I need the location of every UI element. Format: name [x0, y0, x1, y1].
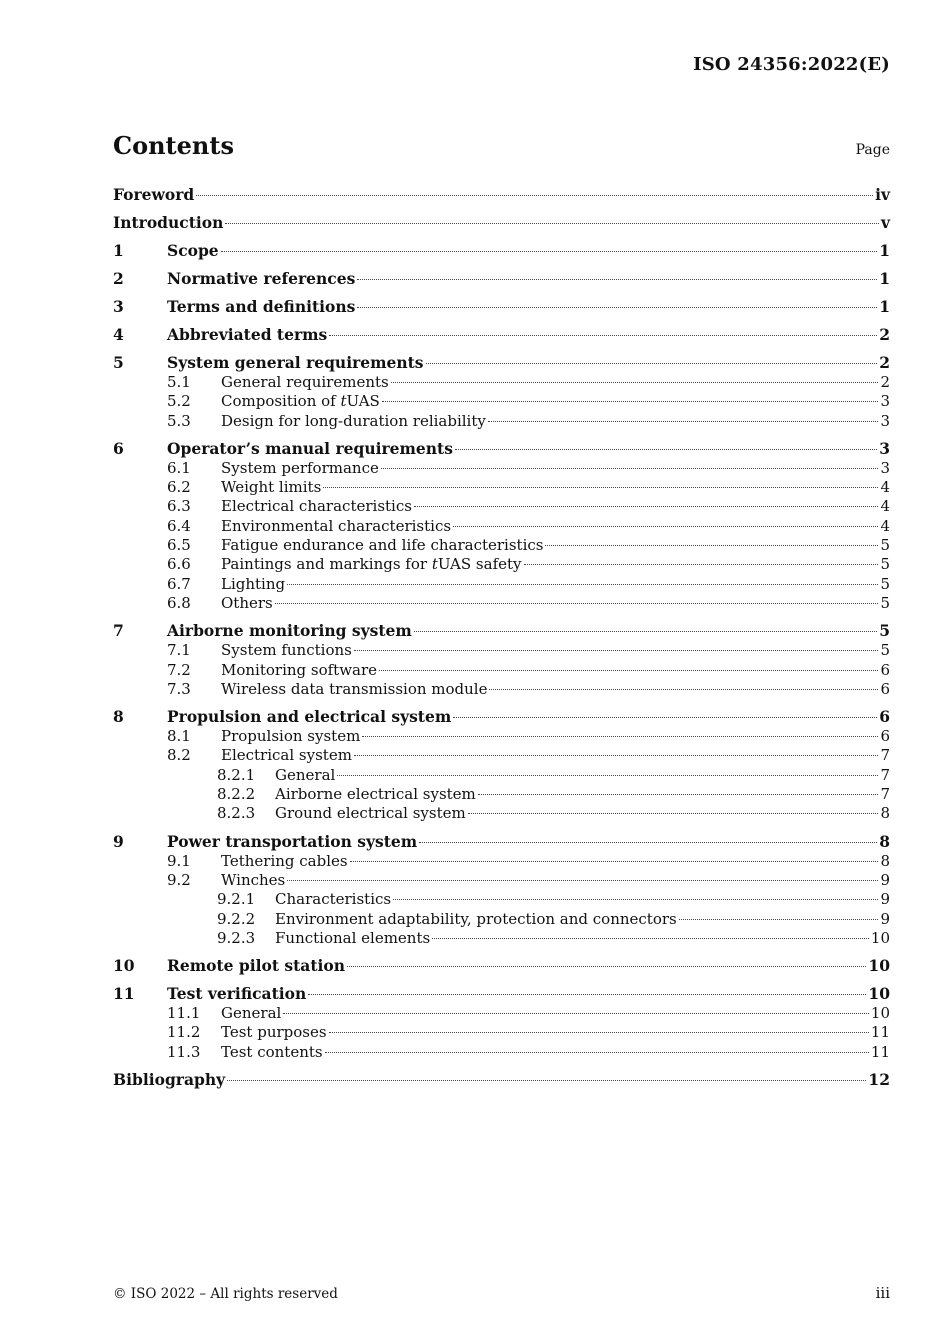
- toc-entry-page: 5: [880, 574, 890, 593]
- dot-leader: [679, 919, 879, 920]
- toc-group: [113, 353, 890, 431]
- toc-entry-title: General: [275, 765, 336, 784]
- toc-entry-number: 8.2.2: [217, 785, 256, 804]
- toc-entry[interactable]: [113, 517, 890, 536]
- toc-entry-title: Abbreviated terms: [167, 325, 328, 344]
- dot-leader: [381, 468, 879, 469]
- toc-entry-title: System functions: [221, 641, 352, 660]
- toc-entry-title: Normative references: [167, 269, 356, 288]
- toc-entry[interactable]: [113, 852, 890, 871]
- toc-entry-number: 1: [113, 241, 124, 260]
- dot-leader: [354, 650, 879, 651]
- toc-entry-number: 6.6: [167, 555, 191, 574]
- toc-group: [113, 269, 890, 289]
- toc-entry-number: 7: [113, 621, 124, 641]
- toc-entry[interactable]: [113, 1070, 890, 1090]
- toc-entry[interactable]: [113, 727, 890, 746]
- dot-leader: [426, 363, 878, 364]
- toc-entry-page: 8: [879, 831, 890, 851]
- toc-entry-title: Functional elements: [275, 928, 431, 947]
- toc-entry-title: Airborne monitoring system: [167, 621, 412, 641]
- toc-entry-number: 8.1: [167, 727, 191, 746]
- toc-entry[interactable]: [113, 325, 890, 345]
- toc-entry-page: 10: [870, 928, 890, 947]
- toc-entry-number: 7.2: [167, 660, 191, 679]
- toc-entry[interactable]: [113, 392, 890, 411]
- toc-entry-page: 2: [880, 373, 890, 391]
- toc-entry-page: 5: [880, 593, 890, 612]
- toc-entry-number: 4: [113, 325, 124, 344]
- toc-entry-title: Monitoring software: [221, 660, 378, 679]
- toc-entry-page: 6: [880, 660, 890, 679]
- dot-leader: [329, 1032, 869, 1033]
- toc-entry-title: Power transportation system: [167, 831, 418, 851]
- toc-entry-title: General requirements: [221, 373, 389, 391]
- toc-entry-number: 2: [113, 269, 124, 288]
- toc-entry-title: Airborne electrical system: [275, 785, 476, 804]
- toc-entry-page: 5: [879, 621, 890, 641]
- toc-entry-title: Design for long-duration reliability: [221, 411, 486, 430]
- toc-entry-page: v: [880, 213, 890, 232]
- page-title: Contents: [113, 131, 234, 160]
- toc-group: [113, 297, 890, 317]
- toc-group: [113, 832, 890, 948]
- dot-leader: [419, 842, 877, 843]
- toc-entry-title: System performance: [221, 458, 379, 477]
- dot-leader: [227, 1080, 866, 1081]
- toc-entry-page: 3: [880, 458, 890, 477]
- toc-entry-title: Introduction: [113, 213, 224, 232]
- toc-entry-title: Propulsion system: [221, 727, 361, 746]
- dot-leader: [414, 506, 879, 507]
- toc-entry-page: 1: [879, 241, 890, 260]
- toc-entry-page: 1: [879, 297, 890, 316]
- dot-leader: [323, 487, 878, 488]
- toc-entry[interactable]: [113, 241, 890, 261]
- toc-entry-title: Test contents: [221, 1042, 323, 1061]
- dot-leader: [545, 545, 878, 546]
- toc-entry-number: 8.2.3: [217, 804, 256, 823]
- toc-entry-title: Winches: [221, 870, 286, 889]
- toc-entry-number: 6.3: [167, 497, 191, 516]
- toc-group: [113, 185, 890, 205]
- toc-entry-page: 7: [880, 785, 890, 804]
- dot-leader: [329, 335, 877, 336]
- toc-entry-title: Foreword: [113, 185, 195, 204]
- toc-entry-number: 11.2: [167, 1023, 201, 1042]
- toc-entry-number: 7.1: [167, 641, 191, 660]
- toc-entry-number: 8.2: [167, 746, 191, 765]
- dot-leader: [357, 307, 877, 308]
- toc-entry[interactable]: [113, 956, 890, 976]
- toc-entry-page: 4: [880, 497, 890, 516]
- toc-entry[interactable]: [113, 910, 890, 929]
- toc-entry-number: 9.2: [167, 870, 191, 889]
- toc-entry-number: 6.2: [167, 478, 191, 497]
- toc-entry[interactable]: [113, 497, 890, 516]
- dot-leader: [362, 736, 878, 737]
- toc-entry-title: Electrical system: [221, 746, 352, 765]
- dot-leader: [325, 1052, 869, 1053]
- dot-leader: [453, 526, 878, 527]
- toc-entry-page: 3: [880, 411, 890, 430]
- toc-entry-title: Test verification: [167, 984, 307, 1004]
- dot-leader: [287, 880, 878, 881]
- toc-group: [113, 707, 890, 823]
- toc-entry-page: 1: [879, 269, 890, 288]
- dot-leader: [478, 794, 879, 795]
- dot-leader: [337, 775, 878, 776]
- toc-entry-number: 6.1: [167, 458, 191, 477]
- toc-entry-page: iv: [875, 185, 890, 204]
- toc-entry-title: Operator’s manual requirements: [167, 438, 453, 458]
- dot-leader: [347, 966, 866, 967]
- document-id: ISO 24356:2022(E): [693, 54, 890, 75]
- toc-entry-number: 8.2.1: [217, 765, 256, 784]
- toc-entry[interactable]: [113, 832, 890, 852]
- toc-entry-number: 5.3: [167, 411, 191, 430]
- dot-leader: [432, 938, 869, 939]
- toc-entry-title: Weight limits: [221, 478, 322, 497]
- toc-entry-number: 5.2: [167, 392, 191, 411]
- toc-entry[interactable]: [113, 804, 890, 823]
- toc-entry-page: 11: [870, 1023, 890, 1042]
- dot-leader: [354, 755, 879, 756]
- toc-entry-title: Fatigue endurance and life characteristics: [221, 536, 544, 555]
- toc-entry-page: 7: [880, 746, 890, 765]
- toc-entry-number: 9.2.1: [217, 890, 256, 909]
- toc-entry-number: 9.2.3: [217, 928, 256, 947]
- toc-entry-title: Paintings and markings for tUAS safety: [221, 555, 522, 574]
- toc-entry-page: 2: [879, 353, 890, 372]
- dot-leader: [287, 584, 878, 585]
- dot-leader: [382, 401, 879, 402]
- toc-entry[interactable]: [113, 621, 890, 641]
- toc-entry-number: 6.8: [167, 593, 191, 612]
- toc-entry[interactable]: [113, 871, 890, 890]
- toc-entry[interactable]: [113, 373, 890, 392]
- toc-entry-number: 9: [113, 831, 124, 851]
- toc-entry[interactable]: [113, 661, 890, 680]
- toc-entry-title: Tethering cables: [221, 851, 348, 870]
- toc-entry[interactable]: [113, 353, 890, 373]
- toc-entry-title: Environment adaptability, protection and connectors: [275, 909, 677, 928]
- toc-entry-page: 10: [868, 984, 890, 1004]
- toc-entry[interactable]: [113, 594, 890, 613]
- toc-entry[interactable]: [113, 707, 890, 727]
- toc-group: [113, 213, 890, 233]
- toc-entry[interactable]: [113, 185, 890, 205]
- toc-entry-page: 6: [879, 707, 890, 727]
- toc-entry-page: 10: [868, 956, 890, 976]
- toc-entry[interactable]: [113, 459, 890, 478]
- toc-entry[interactable]: [113, 984, 890, 1004]
- toc-entry-page: 5: [880, 555, 890, 574]
- dot-leader: [283, 1013, 869, 1014]
- toc-entry-title: Lighting: [221, 574, 286, 593]
- toc-entry-page: 6: [880, 679, 890, 698]
- toc-group: [113, 325, 890, 345]
- toc-entry-title: Bibliography: [113, 1070, 226, 1090]
- toc-entry-title: General: [221, 1004, 282, 1023]
- toc-entry[interactable]: [113, 766, 890, 785]
- toc-entry-page: 9: [880, 890, 890, 909]
- toc-group: [113, 956, 890, 976]
- toc-entry-page: 5: [880, 536, 890, 555]
- toc-entry-number: 10: [113, 956, 135, 976]
- toc-entry-title: Electrical characteristics: [221, 497, 412, 516]
- dot-leader: [488, 421, 879, 422]
- toc-entry-page: 9: [880, 909, 890, 928]
- dot-leader: [350, 861, 879, 862]
- dot-leader: [455, 449, 877, 450]
- dot-leader: [391, 382, 879, 383]
- toc-entry-title: Environmental characteristics: [221, 516, 452, 535]
- dot-leader: [357, 279, 877, 280]
- toc-entry[interactable]: [113, 555, 890, 574]
- toc-entry[interactable]: [113, 1023, 890, 1042]
- toc-entry-number: 5.1: [167, 373, 191, 391]
- toc-entry-title: Ground electrical system: [275, 804, 466, 823]
- page-column-label: Page: [855, 142, 890, 158]
- toc-entry[interactable]: [113, 1004, 890, 1023]
- toc-entry[interactable]: [113, 575, 890, 594]
- toc-entry-title: Characteristics: [275, 890, 392, 909]
- toc-entry-page: 12: [868, 1070, 890, 1090]
- toc-entry[interactable]: [113, 1043, 890, 1062]
- toc-entry-page: 3: [880, 392, 890, 411]
- toc-entry-page: 11: [870, 1042, 890, 1061]
- toc-entry-title: Test purposes: [221, 1023, 327, 1042]
- toc-entry[interactable]: [113, 269, 890, 289]
- toc-entry-page: 2: [879, 325, 890, 344]
- toc-entry-page: 4: [880, 478, 890, 497]
- toc-entry[interactable]: [113, 412, 890, 431]
- toc-entry[interactable]: [113, 439, 890, 459]
- dot-leader: [453, 717, 877, 718]
- table-of-contents: [113, 185, 890, 1098]
- dot-leader: [489, 689, 878, 690]
- toc-entry[interactable]: [113, 478, 890, 497]
- toc-group: [113, 241, 890, 261]
- toc-entry-number: 11.3: [167, 1042, 201, 1061]
- toc-entry-title: Remote pilot station: [167, 956, 345, 976]
- toc-entry-title: System general requirements: [167, 353, 424, 372]
- dot-leader: [414, 631, 877, 632]
- toc-entry-number: 3: [113, 297, 124, 316]
- toc-entry-title: Terms and definitions: [167, 297, 356, 316]
- toc-entry[interactable]: [113, 746, 890, 765]
- dot-leader: [196, 195, 873, 196]
- toc-entry-number: 9.1: [167, 851, 191, 870]
- page-number: iii: [875, 1284, 890, 1302]
- toc-entry-title: Others: [221, 593, 273, 612]
- toc-entry-number: 11: [113, 984, 135, 1004]
- toc-entry-page: 4: [880, 516, 890, 535]
- toc-entry[interactable]: [113, 641, 890, 660]
- toc-entry-page: 8: [880, 804, 890, 823]
- toc-entry[interactable]: [113, 929, 890, 948]
- toc-entry-page: 9: [880, 870, 890, 889]
- toc-group: [113, 1070, 890, 1090]
- copyright-notice: © ISO 2022 – All rights reserved: [113, 1286, 338, 1302]
- dot-leader: [468, 813, 879, 814]
- toc-entry-number: 6.5: [167, 536, 191, 555]
- toc-entry-page: 6: [880, 727, 890, 746]
- toc-entry-number: 6: [113, 438, 124, 458]
- toc-entry[interactable]: [113, 213, 890, 233]
- toc-entry-number: 6.7: [167, 574, 191, 593]
- toc-entry[interactable]: [113, 680, 890, 699]
- toc-entry-title: Propulsion and electrical system: [167, 707, 452, 727]
- toc-entry[interactable]: [113, 890, 890, 909]
- toc-entry-number: 9.2.2: [217, 909, 256, 928]
- toc-group: [113, 439, 890, 613]
- dot-leader: [524, 564, 879, 565]
- dot-leader: [275, 603, 879, 604]
- toc-entry[interactable]: [113, 536, 890, 555]
- dot-leader: [393, 899, 878, 900]
- toc-entry-page: 8: [880, 851, 890, 870]
- toc-entry[interactable]: [113, 785, 890, 804]
- toc-group: [113, 984, 890, 1062]
- dot-leader: [221, 251, 878, 252]
- toc-entry-number: 8: [113, 707, 124, 727]
- toc-entry-number: 7.3: [167, 679, 191, 698]
- toc-entry-page: 7: [880, 765, 890, 784]
- toc-entry-page: 3: [879, 438, 890, 458]
- toc-entry-page: 10: [870, 1004, 890, 1023]
- toc-entry-title: Wireless data transmission module: [221, 679, 488, 698]
- toc-entry-page: 5: [880, 641, 890, 660]
- toc-entry-number: 6.4: [167, 516, 191, 535]
- toc-entry-number: 5: [113, 353, 124, 372]
- toc-entry-title: Composition of tUAS: [221, 392, 380, 411]
- dot-leader: [225, 223, 879, 224]
- dot-leader: [379, 670, 878, 671]
- toc-entry-number: 11.1: [167, 1004, 201, 1023]
- toc-entry[interactable]: [113, 297, 890, 317]
- toc-entry-title: Scope: [167, 241, 219, 260]
- dot-leader: [308, 994, 866, 995]
- toc-group: [113, 621, 890, 699]
